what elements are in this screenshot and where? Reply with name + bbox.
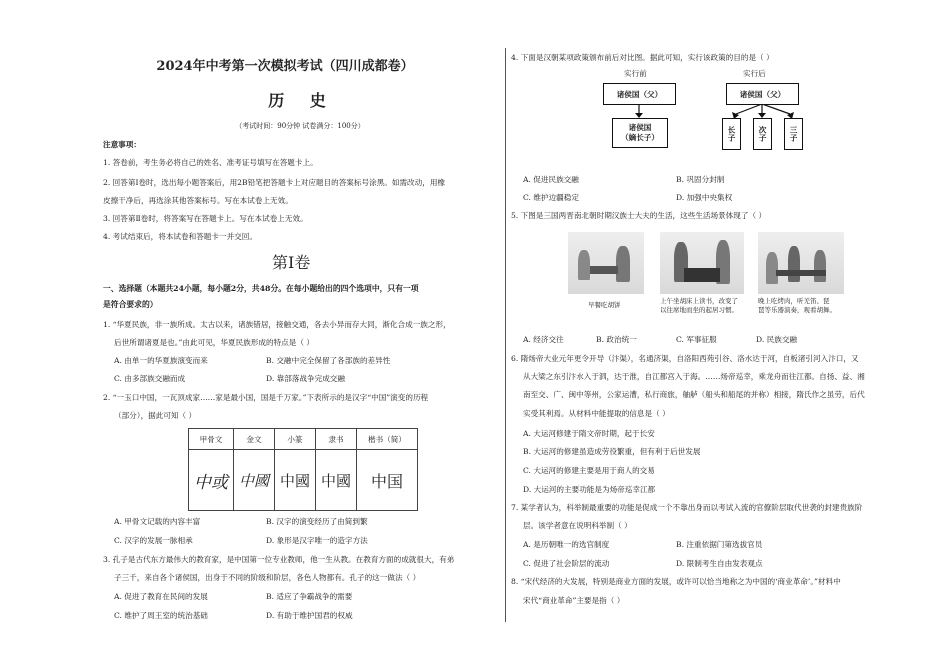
script-evolution-table: [188, 428, 418, 511]
table-header: 金文: [234, 429, 275, 450]
q6-option-b[interactable]: B. 大运河的修建虽造成劳役繁重，但有利于后世发展: [523, 447, 701, 456]
volume-title: 第Ⅰ卷: [272, 253, 311, 272]
section-heading-cont: 是符合要求的）: [103, 300, 158, 309]
q3-stem-cont: 子三千，来自各个诸侯国，出身于不同的阶级和阶层，各色人物都有。孔子的这一做法（ ）: [114, 573, 421, 582]
note-item: 3. 回答第Ⅱ卷时，将答案写在答题卡上。写在本试卷上无效。: [103, 214, 308, 223]
vassal-father-box-before: 诸侯国（父）: [603, 83, 676, 105]
q4-option-a[interactable]: A. 促进民族交融: [523, 175, 579, 184]
q5-option-a[interactable]: A. 经济交往: [523, 335, 564, 344]
son-box-second: 次子: [753, 118, 772, 150]
before-label: 实行前: [624, 69, 647, 78]
caption-banquet: 晚上吃烤肉，听羌笛、琵 琶等乐器演奏，观看胡舞。: [758, 297, 836, 314]
q2-option-a[interactable]: A. 甲骨文记载的内容丰富: [114, 517, 201, 526]
q4-stem: 4. 下面是汉朝某项政策颁布前后对比图。据此可知，实行该政策的目的是（ ）: [511, 53, 774, 62]
q1-option-a[interactable]: A. 由单一的华夏族演变而来: [114, 356, 208, 365]
q3-option-d[interactable]: D. 有助于维护国君的权威: [266, 611, 353, 620]
note-item: 1. 答卷前，考生务必将自己的姓名、准考证号填写在答题卡上。: [103, 158, 318, 167]
subject-title: 历 史: [268, 91, 336, 110]
note-item: 4. 考试结束后，将本试卷和答题卡一并交回。: [103, 232, 257, 241]
note-item: 皮擦干净后，再选涂其他答案标号。写在本试卷上无效。: [103, 196, 293, 205]
banquet-scene-image: [758, 232, 844, 294]
exam-title: 2024年中考第一次模拟考试（四川成都卷）: [156, 59, 414, 74]
seal-glyph: 中國: [275, 450, 316, 511]
q6-option-c[interactable]: C. 大运河的修建主要是用于商人的交易: [523, 466, 655, 475]
exam-info: （考试时间：90分钟 试卷满分：100分）: [235, 122, 365, 130]
after-label: 实行后: [743, 69, 766, 78]
q3-option-a[interactable]: A. 促进了教育在民间的发展: [114, 592, 208, 601]
q6-stem-cont: 南至交、广、闽中等州，公家运漕，私行商旅，舳舻（船头和船尾的并称）相接，隋氏作之虽劳，后代: [523, 390, 865, 399]
q2-option-d[interactable]: D. 象形是汉字唯一的造字方法: [266, 536, 368, 545]
q8-stem: 8. “宋代经济的大发展，特别是商业方面的发展，或许可以恰当地称之为中国的‘商业革命’。”材料中: [511, 577, 841, 586]
son-box-third: 三子: [784, 118, 803, 150]
regular-glyph: 中国: [357, 450, 418, 511]
q3-stem: 3. 孔子是古代东方最伟大的教育家，是中国第一位专业教师，他一生从教。在教育方面的成就很大，有弟: [103, 555, 455, 564]
q7-stem-cont: 层。该学者意在说明科举制（ ）: [523, 521, 632, 530]
table-header: 甲骨文: [189, 429, 234, 450]
q8-stem-cont: 宋代“商业革命”主要是指（ ）: [523, 596, 625, 605]
q2-stem-cont: （部分），据此可知（ ）: [114, 411, 197, 420]
note-item: 2. 回答第Ⅰ卷时，选出每小题答案后，用2B铅笔把答题卡上对应题目的答案标号涂黑。如需改动，用橡: [103, 178, 446, 187]
q2-stem: 2. “一玉口中国，一瓦顶成家……家是最小国，国是千万家。”下表所示的是汉字“中国”演变的历程: [103, 393, 429, 402]
q6-stem-cont: 从大梁之东引汴水入于泗，达于淮，自江都宫入于海。……炀帝巡幸，乘龙舟而往江都。自扬、益、湘: [523, 372, 865, 381]
q1-stem: 1. “华夏民族，非一族所成。太古以来，诸族错居，接触交通，各去小异而存大同，渐化合成一族之形，: [103, 320, 451, 329]
q4-option-c[interactable]: C. 维护边疆稳定: [523, 193, 579, 202]
q5-option-d[interactable]: D. 民族交融: [756, 335, 798, 344]
q1-option-d[interactable]: D. 靠部落战争完成交融: [266, 374, 345, 383]
vassal-father-box-after: 诸侯国（父）: [726, 83, 799, 105]
reading-scene-image: [660, 232, 744, 294]
q2-option-c[interactable]: C. 汉字的发展一脉相承: [114, 536, 193, 545]
q7-option-b[interactable]: B. 注重依据门第选拔官员: [676, 540, 763, 549]
q7-stem: 7. 某学者认为，科举制最重要的功能是促成一个不靠出身而以考试入流的官僚阶层取代世袭的封建贵族阶: [511, 503, 863, 512]
son-box-eldest: 长子: [722, 118, 741, 150]
section-heading: 一、选择题（本题共24小题，每小题2分，共48分。在每小题给出的四个选项中，只有一项: [103, 284, 419, 293]
table-header: 小篆: [275, 429, 316, 450]
q6-stem: 6. 隋炀帝大业元年更令开导（汴渠），名通济渠，自洛阳西苑引谷、洛水达于河，自板渚引河入汴口，又: [511, 354, 859, 363]
vassal-eldest-son-box: 诸侯国 （嫡长子）: [612, 118, 668, 148]
q7-option-a[interactable]: A. 是历朝唯一的选官制度: [523, 540, 610, 549]
q5-stem: 5. 下图是三国两晋南北朝时期汉族士大夫的生活，这些生活场景体现了（ ）: [511, 211, 767, 220]
q6-option-d[interactable]: D. 大运河的主要功能是为炀帝巡幸江都: [523, 485, 656, 494]
q5-option-c[interactable]: C. 军事征服: [676, 335, 717, 344]
bronze-glyph: 中國: [234, 450, 275, 511]
table-header: 楷书（简）: [357, 429, 418, 450]
q3-option-b[interactable]: B. 适应了争霸战争的需要: [266, 592, 353, 601]
table-header: 隶书: [316, 429, 357, 450]
q4-option-d[interactable]: D. 加强中央集权: [676, 193, 733, 202]
q6-option-a[interactable]: A. 大运河修建于隋文帝时期，起于长安: [523, 429, 655, 438]
clerical-glyph: 中國: [316, 450, 357, 511]
q1-stem-cont: 后世所谓诸夏是也。”由此可见，华夏民族形成的特点是（ ）: [114, 338, 314, 347]
breakfast-scene-image: [568, 232, 644, 294]
q2-option-b[interactable]: B. 汉字的演变经历了由简到繁: [266, 517, 368, 526]
q3-option-c[interactable]: C. 维护了周王室的统治基础: [114, 611, 208, 620]
q1-option-c[interactable]: C. 由多部族交融而成: [114, 374, 186, 383]
q4-option-b[interactable]: B. 巩固分封制: [676, 175, 725, 184]
q6-stem-cont: 实受其利焉。从材料中能提取的信息是（ ）: [523, 409, 670, 418]
q7-option-c[interactable]: C. 促进了社会阶层的流动: [523, 559, 610, 568]
notes-heading: 注意事项：: [103, 140, 141, 149]
q7-option-d[interactable]: D. 限制考生自由发表观点: [676, 559, 763, 568]
q5-option-b[interactable]: B. 政治统一: [596, 335, 637, 344]
caption-breakfast: 早餐吃胡饼: [588, 301, 621, 309]
q1-option-b[interactable]: B. 交融中完全保留了各部族的差异性: [266, 356, 391, 365]
caption-reading: 上午坐胡床上读书，改变了 以往席地而坐的起居习惯。: [660, 297, 738, 314]
oracle-bone-glyph: 中或: [189, 450, 234, 511]
